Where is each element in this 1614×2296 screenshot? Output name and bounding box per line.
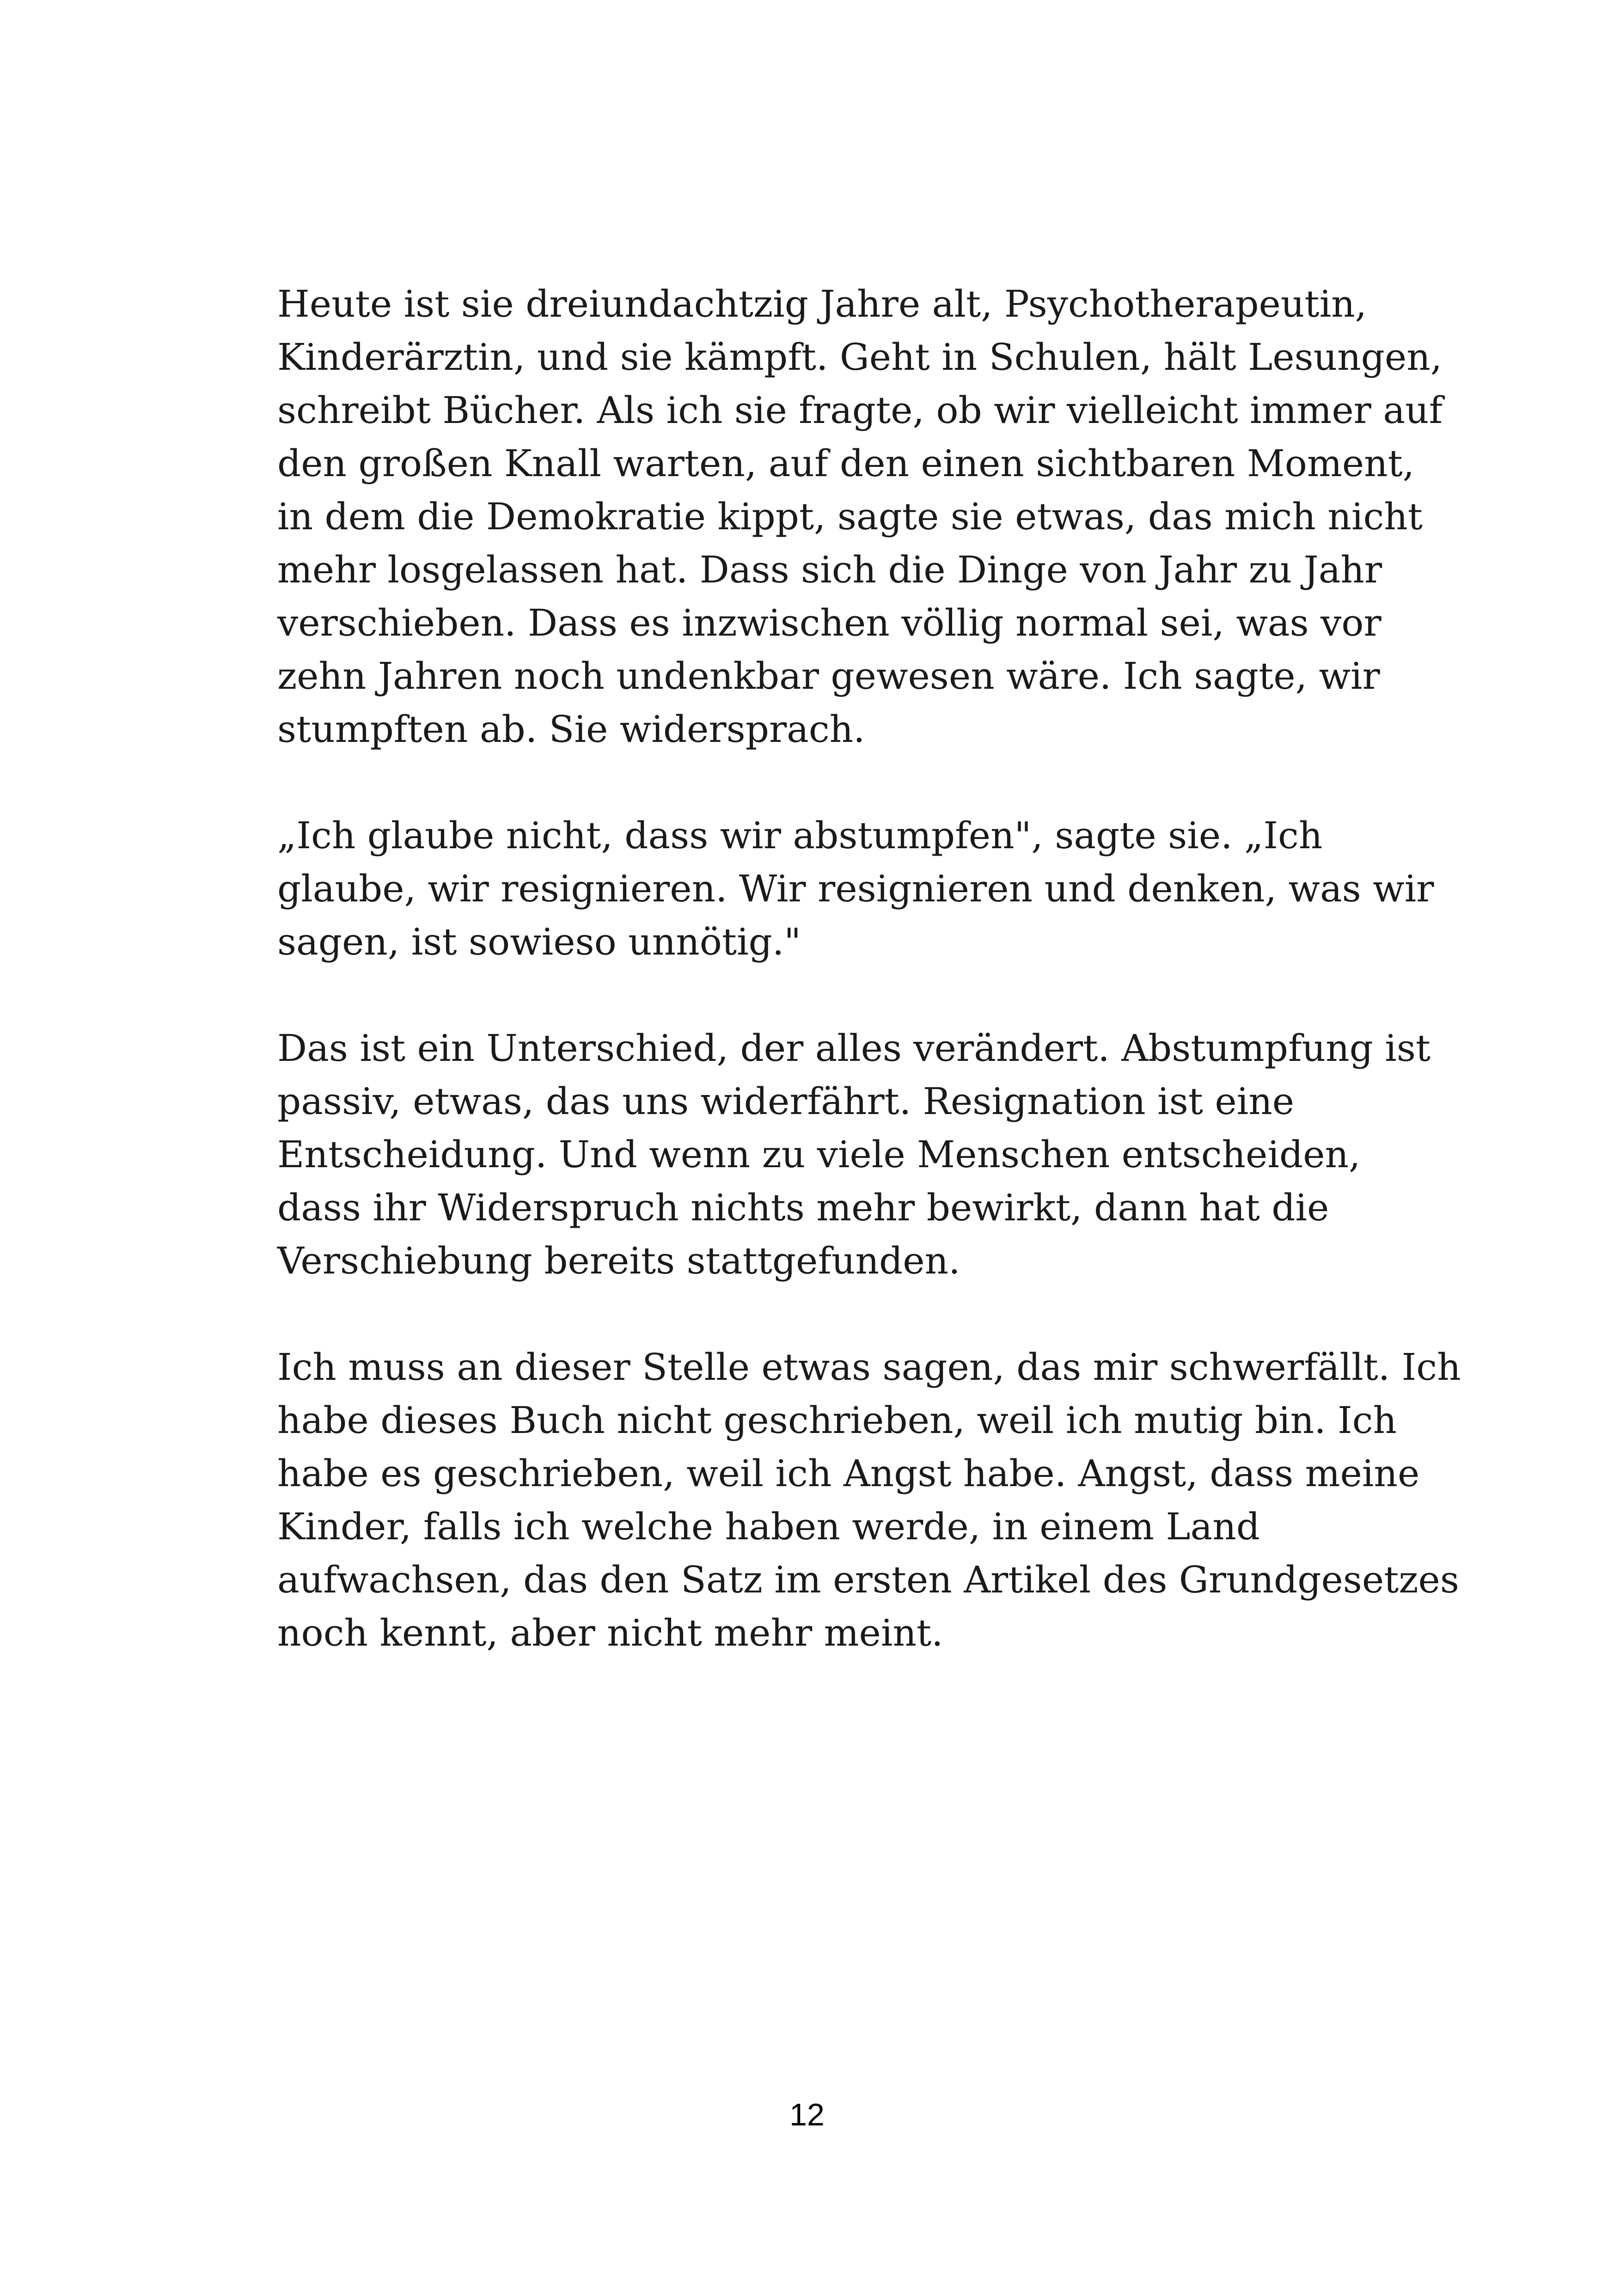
text-line: Ich muss an dieser Stelle etwas sagen, das mir schwerfällt. Ich	[277, 1346, 1461, 1389]
text-line: „Ich glaube nicht, dass wir abstumpfen", sagte sie. „Ich	[277, 814, 1323, 857]
text-line: Das ist ein Unterschied, der alles verändert. Abstumpfung ist	[277, 1027, 1431, 1070]
text-line: sagen, ist sowieso unnötig."	[277, 920, 801, 963]
text-line: passiv, etwas, das uns widerfährt. Resignation ist eine	[277, 1080, 1295, 1123]
text-line: den großen Knall warten, auf den einen sichtbaren Moment,	[277, 442, 1415, 485]
paragraph-3	[277, 1022, 1431, 1287]
paragraph-1	[277, 277, 1443, 756]
text-line: schreibt Bücher. Als ich sie fragte, ob wir vielleicht immer auf	[277, 389, 1443, 432]
text-line: verschieben. Dass es inzwischen völlig normal sei, was vor	[277, 601, 1382, 644]
body-text	[277, 277, 1461, 1713]
text-line: Kinder, falls ich welche haben werde, in einem Land	[277, 1505, 1260, 1548]
text-line: in dem die Demokratie kippt, sagte sie etwas, das mich nicht	[277, 495, 1423, 538]
text-line: aufwachsen, das den Satz im ersten Artikel des Grundgesetzes	[277, 1558, 1459, 1601]
text-line: dass ihr Widerspruch nichts mehr bewirkt, dann hat die	[277, 1186, 1329, 1229]
text-line: stumpften ab. Sie widersprach.	[277, 708, 865, 751]
text-line: Entscheidung. Und wenn zu viele Menschen entscheiden,	[277, 1133, 1361, 1176]
text-line: Verschiebung bereits stattgefunden.	[277, 1239, 960, 1282]
text-line: glaube, wir resignieren. Wir resignieren und denken, was wir	[277, 867, 1434, 910]
text-line: habe dieses Buch nicht geschrieben, weil ich mutig bin. Ich	[277, 1399, 1397, 1442]
text-line: Kinderärztin, und sie kämpft. Geht in Schulen, hält Lesungen,	[277, 336, 1443, 379]
page-number: 12	[789, 2097, 825, 2132]
text-line: noch kennt, aber nicht mehr meint.	[277, 1611, 943, 1654]
text-line: mehr losgelassen hat. Dass sich die Dinge von Jahr zu Jahr	[277, 548, 1382, 591]
text-line: zehn Jahren noch undenkbar gewesen wäre. Ich sagte, wir	[277, 655, 1380, 698]
text-line: Heute ist sie dreiundachtzig Jahre alt, Psychotherapeutin,	[277, 282, 1367, 325]
paragraph-4	[277, 1341, 1461, 1659]
text-line: habe es geschrieben, weil ich Angst habe. Angst, dass meine	[277, 1452, 1420, 1495]
paragraph-2	[277, 809, 1434, 968]
